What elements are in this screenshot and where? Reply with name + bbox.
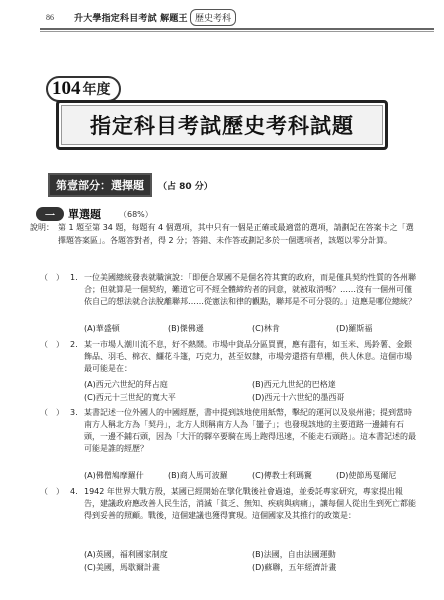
page-header: [0, 0, 444, 42]
answer-bracket[interactable]: （ ）: [40, 408, 64, 417]
question-stem: 某書記述一位外國人的中國經歷，書中提到該地使用紙幣，擊紀的運河以及泉州港；提到當時南方人稱北方為「契丹」，北方人則稱南方人為「蠻子」；也發現該地的主要道路一邊鋪有石頭，一邊不鋪石頭，因為「大汗的驛卒要騎在馬上跑得迅速，不能走石頭路」。這本書記述的最可能是誰的經歷？: [84, 408, 416, 453]
option-b: (B)法國，自由法國運動: [252, 550, 336, 559]
question-number: 1.: [70, 273, 78, 282]
part-label: 第壹部分：選擇題: [48, 173, 152, 197]
question-number: 3.: [70, 408, 78, 417]
option-d: (D)西元十六世紀的墨西哥: [252, 393, 345, 402]
book-title: 升大學指定科目考試 解題王: [74, 14, 188, 24]
question-number: 2.: [70, 340, 78, 349]
section-number-badge: 一: [36, 207, 64, 221]
part-points: （占 80 分）: [158, 181, 213, 192]
page-number: 86: [46, 13, 54, 22]
exam-title: 指定科目考試歷史考科試題: [90, 114, 354, 138]
section-name: 單選題: [68, 208, 101, 221]
option-b: (B)商人馬可波羅: [168, 471, 228, 480]
instructions-label: 說明：: [30, 223, 54, 232]
option-b: (B)傑佛遜: [168, 324, 204, 333]
option-a: (A)華盛頓: [84, 324, 120, 333]
book-subtitle-badge: 歷史考科: [190, 9, 236, 26]
question-stem: 一位美國總統發表就職演說：「即便合眾國不是個名符其實的政府，而是僅具契約性質的各州聯合；但就算是一個契約，難道它可不經全體締約者的同意，就被取消嗎？……沒有一個州可僅依自己的想法就合法脫離聯邦……從憲法和律的觀點，聯邦是不可分裂的。」這應是哪位總統？: [84, 273, 416, 306]
option-a: (A)佛僧鳩摩羅什: [84, 471, 144, 480]
exam-title-box: [56, 100, 388, 150]
option-d: (D)使節馬戛爾尼: [336, 471, 397, 480]
option-a: (A)西元六世紀的拜占庭: [84, 380, 168, 389]
header-rule-thin: [40, 31, 434, 32]
part-heading: [48, 176, 213, 194]
option-c: (C)林肯: [252, 324, 280, 333]
option-c: (C)美國，馬歇爾計畫: [84, 563, 160, 572]
question-stem: 某一市場人潮川流不息，好不熱鬧。市場中貨品分區買賣，應有盡有，如玉米、馬鈴薯、金銀飾品、羽毛、棉衣、鱷花斗篷，巧克力，甚至奴隸，市場旁還搭有草棚，供人休息。這個市場最可能是在：: [84, 340, 412, 373]
answer-bracket[interactable]: （ ）: [40, 487, 64, 496]
option-d: (D)蘇聯，五年經濟計畫: [252, 563, 337, 572]
option-a: (A)英國，福利國家制度: [84, 550, 168, 559]
answer-bracket[interactable]: （ ）: [40, 340, 64, 349]
option-c: (C)西元十三世紀的寬大平: [84, 393, 176, 402]
question-number: 4.: [70, 487, 78, 496]
answer-bracket[interactable]: （ ）: [40, 273, 64, 282]
option-d: (D)羅斯福: [336, 324, 373, 333]
option-b: (B)西元九世紀的巴格達: [252, 380, 336, 389]
instructions-text: 第 1 題至第 34 題，每題有 4 個選項，其中只有一個是正確或最適當的選項，請劃記在答案卡之「選擇題答案區」。各題答對者，得 2 分；答錯、未作答或劃記多於一個選項者，該題以零分計算。: [58, 223, 414, 245]
option-c: (C)傳教士利瑪竇: [252, 471, 312, 480]
section-weight: （68%）: [119, 209, 153, 219]
year-number: 104: [52, 78, 81, 99]
question-stem: 1942 年世界大戰方殷，某國已經開始在擘化戰後社會過遠，並委託專家研究，專家提出報告，建議政府應改善人民生活，消滅「貧乏、無知、疾病與病痛」，讓每個人從出生到死亡都能得到妥善的照顧。戰後，這個建議也獲得實現。這個國家及其推行的政策是：: [84, 487, 416, 520]
header-rule: [40, 28, 434, 30]
year-label: 年度: [82, 82, 111, 98]
year-badge: [46, 76, 121, 102]
